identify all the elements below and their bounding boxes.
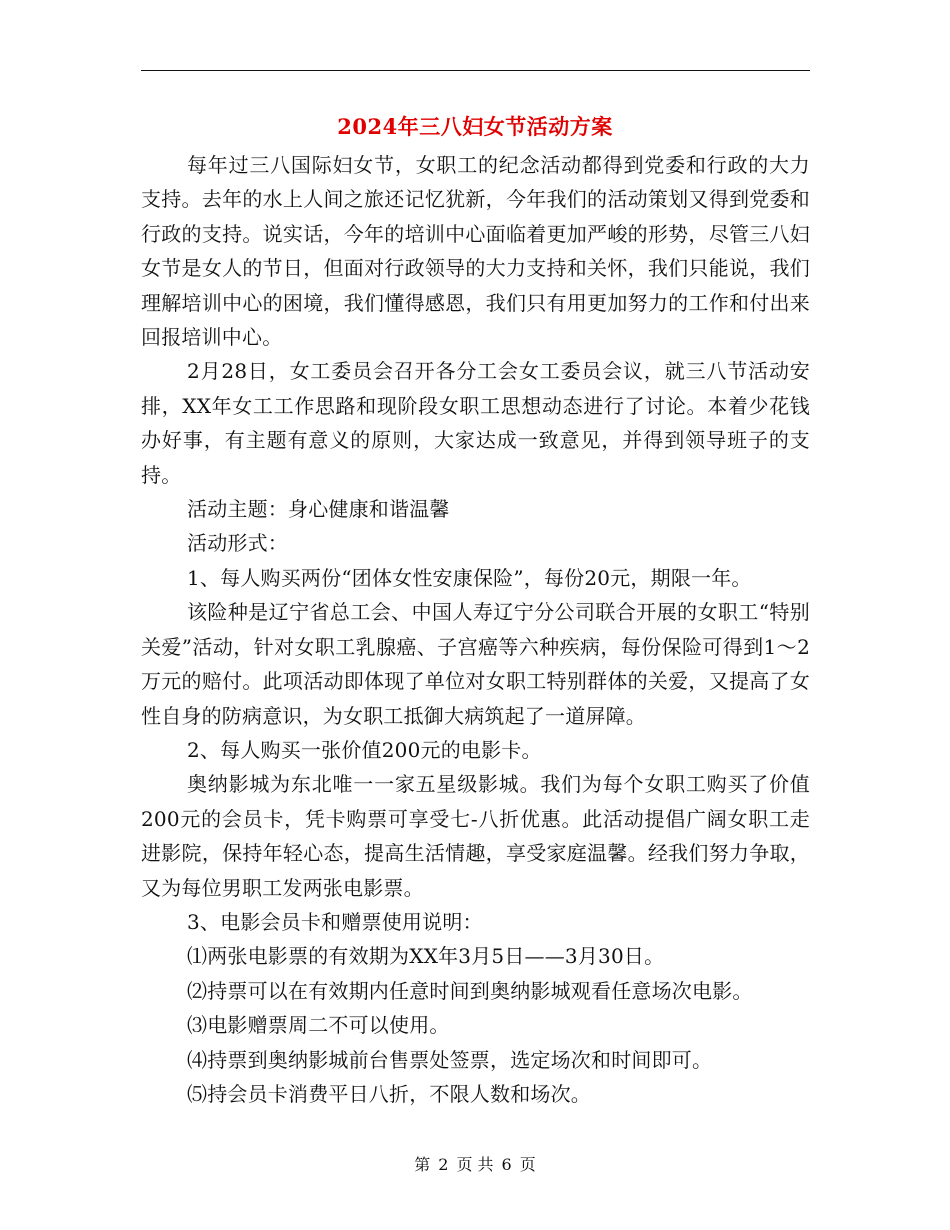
paragraph-meeting: 2月28日，女工委员会召开各分工会女工委员会议，就三八节活动安排，XX年女工工作思路和现阶段女职工思想动态进行了讨论。本着少花钱办好事，有主题有意义的原则，大家达成一致意见，并得到领导班子的支持。 — [141, 359, 810, 487]
paragraph-cinema: 奥纳影城为东北唯一一家五星级影城。我们为每个女职工购买了价值200元的会员卡，凭卡购票可享受七-八折优惠。此活动提倡广阔女职工走进影院，保持年轻心态，提高生活情趣，享受家庭温馨。经我们努力争取，又为每位男职工发两张电影票。 — [141, 772, 810, 900]
page-footer — [0, 1153, 950, 1177]
list-item-usage-3: ⑶电影赠票周二不可以使用。 — [187, 1013, 450, 1038]
total-pages-number: 6 — [501, 1155, 512, 1174]
footer-prefix: 第 — [414, 1155, 431, 1174]
list-item-usage-4: ⑷持票到奥纳影城前台售票处签票，选定场次和时间即可。 — [187, 1047, 713, 1072]
header-rule — [141, 70, 810, 71]
document-title: 2024年三八妇女节活动方案 — [337, 114, 613, 139]
current-page-number: 2 — [438, 1155, 449, 1174]
paragraph-form-heading: 活动形式： — [187, 531, 288, 556]
paragraph-intro: 每年过三八国际妇女节，女职工的纪念活动都得到党委和行政的大力支持。去年的水上人间之旅还记忆犹新，今年我们的活动策划又得到党委和行政的支持。说实话，今年的培训中心面临着更加严峻的形势，尽管三八妇女节是女人的节日，但面对行政领导的大力支持和关怀，我们只能说，我们理解培训中心的困境，我们懂得感恩，我们只有用更加努力的工作和付出来回报培训中心。 — [141, 153, 810, 350]
footer-suffix: 页 — [519, 1155, 536, 1174]
list-item-usage-5: ⑸持会员卡消费平日八折，不限人数和场次。 — [187, 1081, 591, 1106]
document-body — [141, 148, 810, 1111]
paragraph-theme: 活动主题：身心健康和谐温馨 — [187, 497, 450, 522]
list-item-usage-2: ⑵持票可以在有效期内任意时间到奥纳影城观看任意场次电影。 — [187, 978, 753, 1003]
list-item-usage-1: ⑴两张电影票的有效期为XX年3月5日——3月30日。 — [187, 944, 665, 969]
footer-middle: 页 共 — [456, 1155, 494, 1174]
paragraph-insurance: 该险种是辽宁省总工会、中国人寿辽宁分公司联合开展的女职工“特别关爱”活动，针对女职工乳腺癌、子宫癌等六种疾病，每份保险可得到1～2万元的赔付。此项活动即体现了单位对女职工特别群体的关爱，又提高了女性自身的防病意识，为女职工抵御大病筑起了一道屏障。 — [141, 600, 810, 728]
paragraph-item-3: 3、电影会员卡和赠票使用说明： — [187, 909, 483, 934]
paragraph-item-1: 1、每人购买两份“团体女性安康保险”，每份20元，期限一年。 — [187, 565, 752, 590]
paragraph-item-2: 2、每人购买一张价值200元的电影卡。 — [187, 737, 542, 762]
